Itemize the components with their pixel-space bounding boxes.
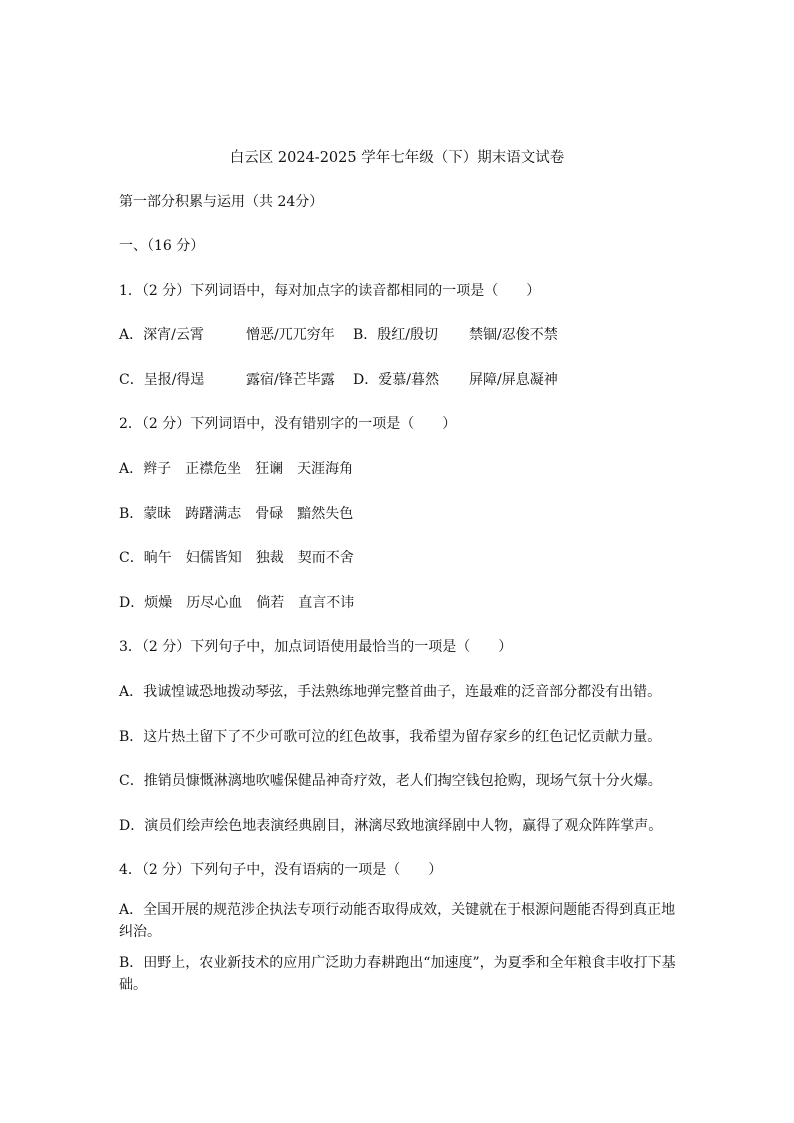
option-d-part2: 屏障/屏息凝神	[469, 372, 558, 388]
option-b-part2: 禁锢/忍俊不禁	[469, 327, 558, 343]
question-3-option-a: A．我诚惶诚恐地拨动琴弦，手法熟练地弹完整首曲子，连最难的泛音部分都没有出错。	[119, 684, 662, 700]
option-c-part1: C．呈报/得逞	[119, 372, 205, 388]
question-3-option-c: C．推销员慷慨淋漓地吹嘘保健品神奇疗效，老人们掏空钱包抢购，现场气氛十分火爆。	[119, 773, 662, 789]
question-4-option-a: A．全国开展的规范涉企执法专项行动能否取得成效，关键就在于根源问题能否得到真正地纠治。	[119, 902, 676, 940]
section-heading: 一、（16 分）	[119, 238, 205, 254]
question-4-stem: 4．（2 分）下列句子中，没有语病的一项是（ ）	[119, 862, 443, 878]
question-4-option-b: B．田野上，农业新技术的应用广泛助力春耕跑出“加速度”，为夏季和全年粮食丰收打下基础。	[119, 955, 676, 993]
option-a-part1: A．深宵/云霄	[119, 327, 204, 343]
question-2-option-c: C．晌午 妇儒皆知 独裁 契而不舍	[119, 550, 354, 566]
question-1-options-ab	[119, 325, 558, 345]
question-2-option-b: B．蒙昧 踌躇满志 骨碌 黯然失色	[119, 506, 354, 522]
exam-title: 白云区 2024-2025 学年七年级（下）期末语文试卷	[229, 150, 565, 166]
question-1-stem: 1．（2 分）下列词语中，每对加点字的读音都相同的一项是（ ）	[119, 283, 541, 299]
option-d-part1: D．爱慕/暮然	[353, 372, 439, 388]
option-c-part2: 露宿/锋芒毕露	[246, 372, 335, 388]
question-3-option-d: D．演员们绘声绘色地表演经典剧目，淋漓尽致地演绎剧中人物，赢得了观众阵阵掌声。	[119, 818, 663, 834]
option-b-part1: B．殷红/殷切	[353, 327, 439, 343]
question-2-option-a: A．辫子 正襟危坐 狂谰 天涯海角	[119, 461, 354, 477]
option-a-part2: 憎恶/兀兀穷年	[246, 327, 335, 343]
question-1-options-cd	[119, 370, 558, 390]
question-3-stem: 3．（2 分）下列句子中，加点词语使用最恰当的一项是（ ）	[119, 639, 513, 655]
question-2-stem: 2．（2 分）下列词语中，没有错别字的一项是（ ）	[119, 416, 457, 432]
question-3-option-b: B．这片热土留下了不少可歌可泣的红色故事，我希望为留存家乡的红色记忆贡献力量。	[119, 729, 662, 745]
part-heading: 第一部分积累与运用（共 24分）	[119, 194, 324, 210]
question-2-option-d: D．烦燥 历尽心血 倘若 直言不讳	[119, 595, 355, 611]
